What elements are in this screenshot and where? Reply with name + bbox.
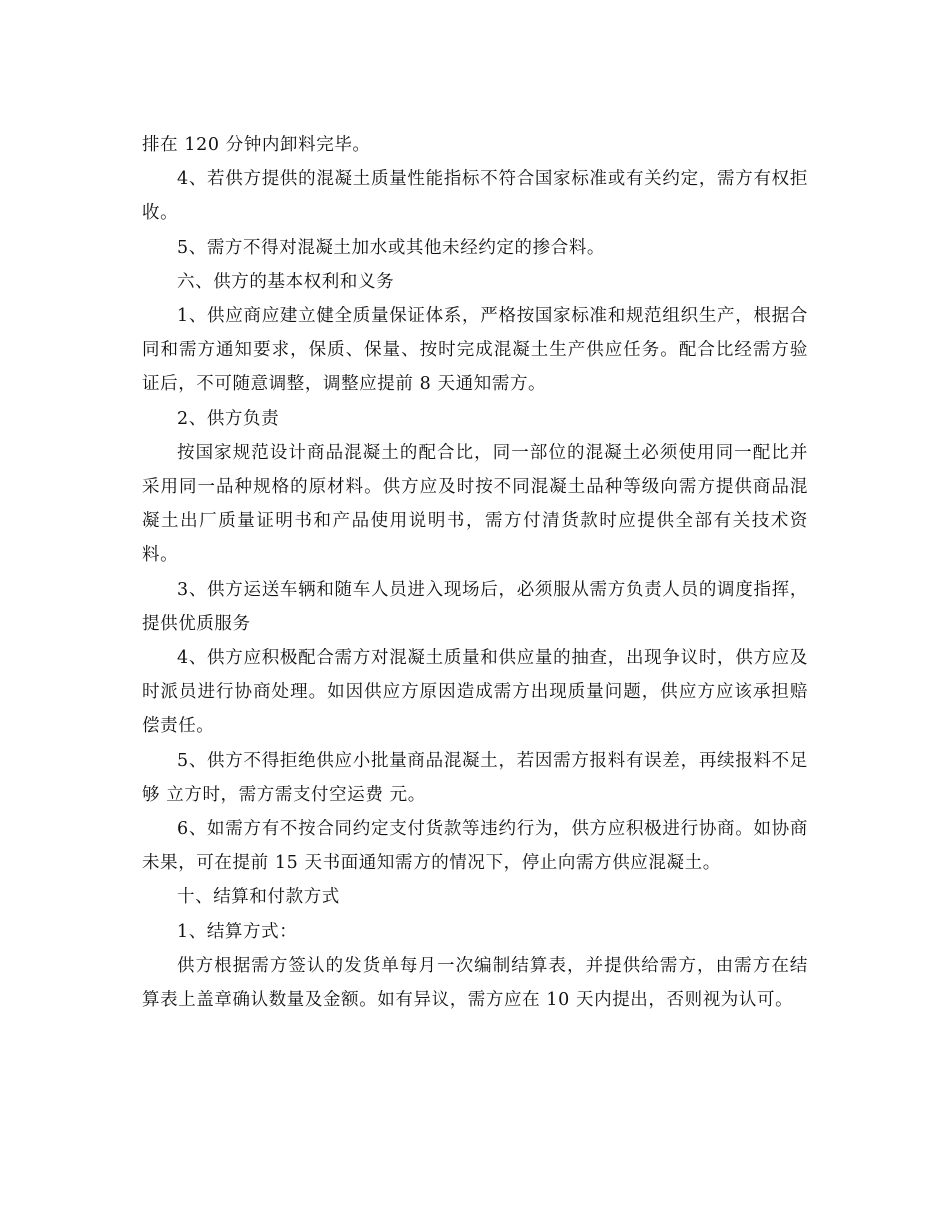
paragraph-unload-time: 排在 120 分钟内卸料完毕。 xyxy=(142,135,371,155)
paragraph-small-batch: 5、供方不得拒绝供应小批量商品混凝土，若因需方报料有误差，再续报料不足够 立方时，需方需支付空运费 元。 xyxy=(142,750,808,805)
paragraph-inspection-dispute: 4、供方应积极配合需方对混凝土质量和供应量的抽查，出现争议时，供方应及时派员进行协商处理。如因供应方原因造成需方出现质量问题，供应方应该承担赔偿责任。 xyxy=(142,648,808,737)
section-heading-supplier-rights: 六、供方的基本权利和义务 xyxy=(177,271,395,292)
paragraph-vehicle-dispatch: 3、供方运送车辆和随车人员进入现场后，必须服从需方负责人员的调度指挥，提供优质服务 xyxy=(142,579,808,634)
document-body xyxy=(142,128,808,1017)
paragraph-quality-system: 1、供应商应建立健全质量保证体系，严格按国家标准和规范组织生产，根据合同和需方通知要求，保质、保量、按时完成混凝土生产供应任务。配合比经需方验证后，不可随意调整，调整应提前 8 天通知需方。 xyxy=(142,306,808,395)
paragraph-settlement-method-title: 1、结算方式： xyxy=(177,921,298,942)
paragraph-supplier-responsible: 2、供方负责 xyxy=(177,408,280,429)
section-heading-settlement: 十、结算和付款方式 xyxy=(177,887,340,908)
paragraph-no-water: 5、需方不得对混凝土加水或其他未经约定的掺合料。 xyxy=(177,237,606,258)
paragraph-settlement-method: 供方根据需方签认的发货单每月一次编制结算表，并提供给需方，由需方在结算表上盖章确认数量及金额。如有异议，需方应在 10 天内提出，否则视为认可。 xyxy=(142,955,808,1011)
paragraph-mix-design: 按国家规范设计商品混凝土的配合比，同一部位的混凝土必须使用同一配比并采用同一品种规格的原材料。供方应及时按不同混凝土品种等级向需方提供商品混凝土出厂质量证明书和产品使用说明书，需方付清货款时应提供全部有关技术资料。 xyxy=(142,442,808,566)
paragraph-breach-payment: 6、如需方有不按合同约定支付货款等违约行为，供方应积极进行协商。如协商未果，可在提前 15 天书面通知需方的情况下，停止向需方供应混凝土。 xyxy=(142,819,808,874)
paragraph-quality-reject: 4、若供方提供的混凝土质量性能指标不符合国家标准或有关约定，需方有权拒收。 xyxy=(142,169,808,224)
